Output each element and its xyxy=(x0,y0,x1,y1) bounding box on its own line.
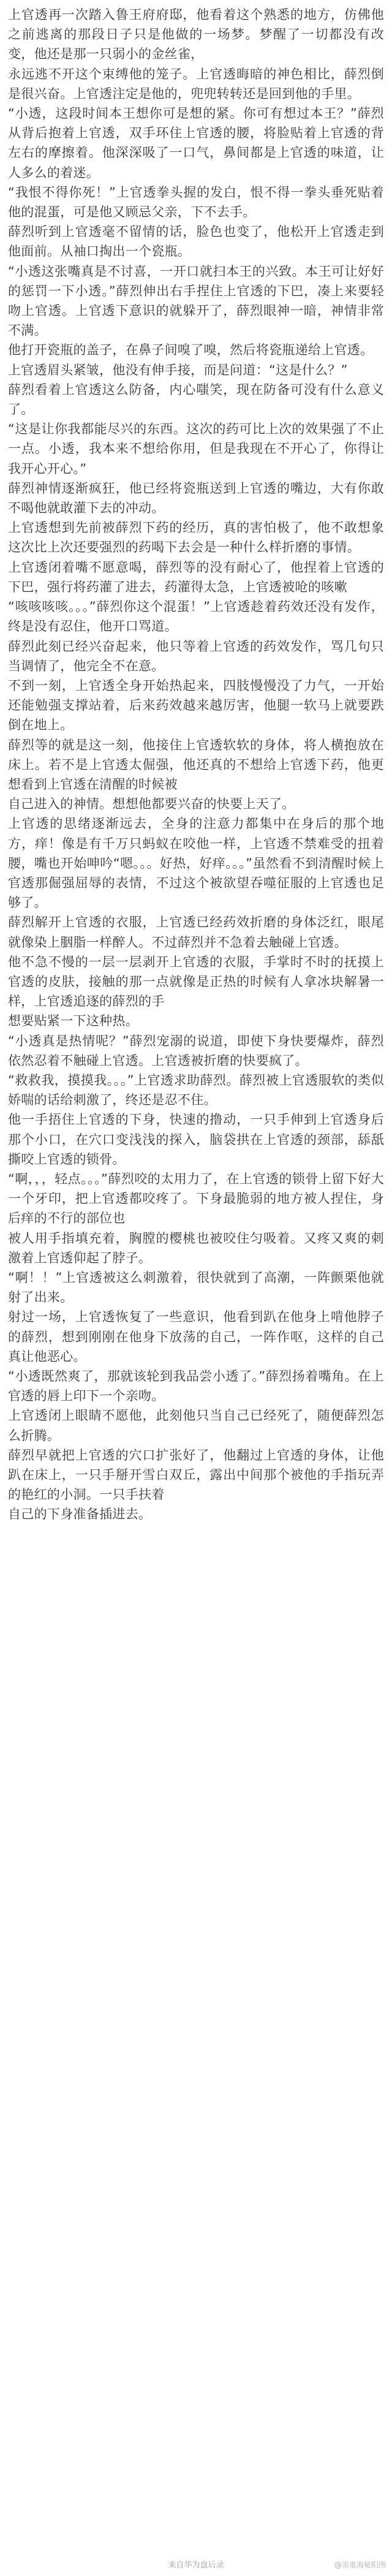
story-paragraph: 薛烈神情逐渐疯狂，他已经将瓷瓶送到上官透的嘴边，大有你敢不喝他就敢灌下去的冲动。 xyxy=(8,480,384,516)
story-paragraph: 上官透闭着嘴不愿意喝，薛烈等的没有耐心了，他捏着上官透的下巴，强行将药灌了进去，药灌得太急，上官透被呛的咳嗽 xyxy=(8,559,384,594)
story-paragraph: “我恨不得你死！”上官透拳头握的发白，恨不得一拳头垂死贴着他的混蛋，可是他又顾忌父亲，下不去手。 xyxy=(8,184,384,220)
story-paragraph: 他一手捂住上官透的下身，快速的撸动，一只手伸到上官透身后那个小口，在穴口变浅浅的探入，脑袋拱在上官透的颈部，舔舐撕咬上官透的锁骨。 xyxy=(8,1112,384,1167)
watermark: @美重海秘阳图 xyxy=(334,2561,386,2569)
story-paragraph: 上官透眉头紧皱，他没有伸手接，而是问道：“这是什么？” xyxy=(8,362,348,377)
story-paragraph: 薛烈等的就是这一刻，他接住上官透软软的身体，将人横抱放在床上。若不是上官透太倔强，他还真的不想给上官透下药，他更想看到上官透在清醒的时候被 xyxy=(8,737,384,792)
story-paragraph: “咳咳咳咳。。。”薛烈你这个混蛋！”上官透趁着药效还没有发作，终是没有忍住，他开口骂道。 xyxy=(8,599,384,634)
story-paragraph: 他打开瓷瓶的盖子，在鼻子间嗅了嗅，然后将瓷瓶递给上官透。 xyxy=(8,343,374,358)
story-paragraph: “救救我，摸摸我。。。”上官透求助薛烈。薛烈被上官透服软的类似娇喘的话给刺激了，终还是忍不住。 xyxy=(8,1072,384,1108)
story-paragraph: “小透，这段时间本王想你可是想的紧。你可有想过本王？”薛烈从背后抱着上官透，双手环住上官透的腰，将脸贴着上官透的背左右的摩擦着。他深深吸了一口气，鼻间都是上官透的味道，让人多么的着迷。 xyxy=(8,106,384,180)
story-paragraph: 他不急不慢的一层一层剥开上官透的衣服，手掌时不时的抚摸上官透的皮肤，接触的那一点就像是正热的时候有人拿冰块解暑一样，上官透追逐的薛烈的手 xyxy=(8,954,384,1009)
story-paragraph: 上官透的思绪逐渐远去，全身的注意力都集中在身后的那个地方，痒！像是有千万只蚂蚁在咬他一样，上官透不禁难受的扭着腰，嘴也开始呻吟“嗯。。。好热，好痒。。。”虽然看不到清醒时候上官透那倔强屈辱的表情，不过这个被欲望吞噬征服的上官透也足够了。 xyxy=(8,816,384,911)
story-paragraph: “小透真是热情呢？”薛烈宠溺的说道，即使下身快要爆炸，薛烈依然忍着不触碰上官透。上官透被折磨的快要疯了。 xyxy=(8,1033,384,1068)
story-paragraph: 薛烈解开上官透的衣服，上官透已经药效折磨的身体泛红，眼尾就像染上胭脂一样醉人。不过薛烈并不急着去触碰上官透。 xyxy=(8,915,384,950)
story-paragraph: “这是让你我都能尽兴的东西。这次的药可比上次的效果强了不止一点。小透，我本来不想给你用，但是我现在不开心了，你得让我开心开心。” xyxy=(8,422,384,476)
story-paragraph: 薛烈此刻已经兴奋起来，他只等着上官透的药效发作，骂几句只当调情了，他完全不在意。 xyxy=(8,638,384,673)
story-paragraph: 上官透闭上眼睛不愿他，此刻他只当自己已经死了，随便薛烈怎么折腾。 xyxy=(8,1408,384,1443)
story-paragraph: 射过一场，上官透恢复了一些意识，他看到趴在他身上啃他脖子的薛烈，想到刚刚在他身下放荡的自己，一阵作呕，这样的自己真让他恶心。 xyxy=(8,1309,384,1364)
story-paragraph: “小透既然爽了，那就该轮到我品尝小透了。”薛烈扬着嘴角。在上官透的唇上印下一个亲吻。 xyxy=(8,1369,384,1404)
source-footer xyxy=(0,2551,392,2576)
story-paragraph: 薛烈听到上官透毫不留情的话，脸色也变了，他松开上官透走到他面前。从袖口掏出一个瓷瓶。 xyxy=(8,224,384,259)
story-paragraph: 上官透想到先前被薛烈下药的经历，真的害怕极了，他不敢想象这次比上次还要强烈的药喝下去会是一种什么样折磨的事情。 xyxy=(8,520,384,555)
story-paragraph: 永远逃不开这个束缚他的笼子。上官透晦暗的神色相比，薛烈倒是很兴奋。上官透注定是他的，兜兜转转还是回到他的手里。 xyxy=(8,66,384,101)
story-paragraph: 薛烈看着上官透这么防备，内心嗤笑，现在防备可没有什么意义了。 xyxy=(8,382,384,417)
story-paragraph: 被人用手指填充着，胸膛的樱桃也被咬住匀吸着。又疼又爽的刺激着上官透仰起了脖子。 xyxy=(8,1230,384,1265)
story-paragraph: 不到一刻，上官透全身开始热起来，四肢慢慢没了力气，一开始还能勉强支撑站着，后来药效越来越厉害，他腿一软马上就要跌倒在地上。 xyxy=(8,678,384,733)
story-paragraph: 自己的下身准备插进去。 xyxy=(8,1507,152,1522)
story-paragraph: 自己进入的神情。想想他都要兴奋的快要上天了。 xyxy=(8,797,295,812)
story-paragraph: 想要贴紧一下这种热。 xyxy=(8,1013,138,1029)
story-paragraph: “啊，，，轻点。。。”薛烈咬的太用力了，在上官透的锁骨上留下好大一个牙印，把上官透都咬疼了。下身最脆弱的地方被人捏住，身后痒的不行的部位也 xyxy=(8,1171,384,1226)
story-paragraph: “小透这张嘴真是不讨喜，一开口就扫本王的兴致。本王可让好好的惩罚一下小透。”薛烈伸出右手捏住上官透的下巴，凑上来要轻吻上官透。上官透下意识的就躲开了，薛烈眼神一暗，神情非常不满。 xyxy=(8,263,384,338)
source-text: 来自华为盘后录 xyxy=(168,2560,224,2570)
story-paragraph: 薛烈早就把上官透的穴口扩张好了，他翻过上官透的身体，让他趴在床上，一只手掰开雪白双丘，露出中间那个被他的手指玩弄的艳红的小洞。一只手扶着 xyxy=(8,1447,384,1502)
story-paragraph: 上官透再一次踏入鲁王府府邸，他看着这个熟悉的地方，仿佛他之前逃离的那段日子只是他做的一场梦。梦醒了一切都没有改变，他还是那一只弱小的金丝雀， xyxy=(8,7,384,62)
story-paragraph: “啊！！”上官透被这么刺激着，很快就到了高潮，一阵颤栗他就射了出来。 xyxy=(8,1270,384,1305)
